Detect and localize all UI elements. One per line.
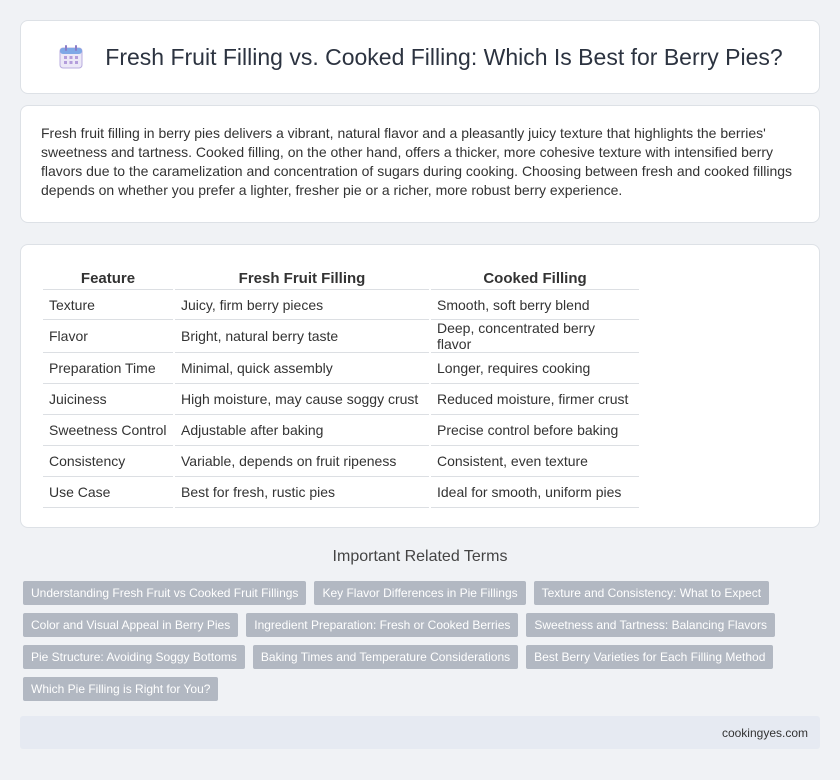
cell-cooked: Deep, concentrated berry flavor — [431, 320, 639, 353]
intro-text: Fresh fruit filling in berry pies delivers a vibrant, natural flavor and a pleasantly juicy texture that highlights the berries' sweetness and tartness. Cooked filling, on the other hand, offers a thicker, more cohesive texture with intensified berry flavors due to the caramelization and concentration of sugars during cooking. Choosing between fresh and cooked fillings depends on whether you prefer a lighter, fresher pie or a richer, more robust berry experience. — [41, 125, 793, 198]
table-row — [43, 384, 639, 415]
table-header-row — [43, 265, 639, 289]
header-feature: Feature — [80, 269, 136, 287]
cell-feature: Flavor — [43, 320, 173, 353]
cell-cooked: Longer, requires cooking — [431, 353, 639, 384]
intro-card — [20, 105, 820, 223]
related-terms-heading: Important Related Terms — [332, 548, 508, 565]
related-term-tag[interactable]: Ingredient Preparation: Fresh or Cooked Berries — [246, 613, 518, 637]
related-term-tag[interactable]: Sweetness and Tartness: Balancing Flavors — [526, 613, 775, 637]
related-term-tag[interactable]: Pie Structure: Avoiding Soggy Bottoms — [23, 645, 245, 669]
cell-feature: Preparation Time — [43, 353, 173, 384]
table-row — [43, 446, 639, 477]
cell-feature: Texture — [43, 289, 173, 320]
cell-feature: Juiciness — [43, 384, 173, 415]
comparison-card — [20, 244, 820, 528]
cell-fresh: Best for fresh, rustic pies — [175, 477, 429, 508]
cell-fresh: Juicy, firm berry pieces — [175, 289, 429, 320]
cell-feature: Use Case — [43, 477, 173, 508]
cell-fresh: Minimal, quick assembly — [175, 353, 429, 384]
page-title: Fresh Fruit Filling vs. Cooked Filling: Which Is Best for Berry Pies? — [105, 43, 783, 70]
header-fresh: Fresh Fruit Filling — [238, 269, 366, 287]
cell-fresh: Variable, depends on fruit ripeness — [175, 446, 429, 477]
footer — [20, 716, 820, 749]
related-term-tag[interactable]: Key Flavor Differences in Pie Fillings — [314, 581, 525, 605]
footer-site-link[interactable]: cookingyes.com — [721, 725, 808, 740]
related-term-tag[interactable]: Texture and Consistency: What to Expect — [534, 581, 769, 605]
related-term-tag[interactable]: Best Berry Varieties for Each Filling Method — [526, 645, 773, 669]
cell-feature: Consistency — [43, 446, 173, 477]
cell-feature: Sweetness Control — [43, 415, 173, 446]
table-row — [43, 320, 639, 353]
cell-cooked: Reduced moisture, firmer crust — [431, 384, 639, 415]
cell-fresh: Adjustable after baking — [175, 415, 429, 446]
related-term-tag[interactable]: Which Pie Filling is Right for You? — [23, 677, 218, 701]
cell-cooked: Precise control before baking — [431, 415, 639, 446]
related-term-tag[interactable]: Baking Times and Temperature Considerations — [253, 645, 518, 669]
related-term-tag[interactable]: Color and Visual Appeal in Berry Pies — [23, 613, 238, 637]
header-cooked: Cooked Filling — [483, 269, 587, 287]
related-term-tag[interactable]: Understanding Fresh Fruit vs Cooked Fruit Fillings — [23, 581, 306, 605]
cell-fresh: High moisture, may cause soggy crust — [175, 384, 429, 415]
cell-fresh: Bright, natural berry taste — [175, 320, 429, 353]
cell-cooked: Consistent, even texture — [431, 446, 639, 477]
table-row — [43, 415, 639, 446]
cell-cooked: Smooth, soft berry blend — [431, 289, 639, 320]
calendar-icon — [57, 43, 85, 71]
cell-cooked: Ideal for smooth, uniform pies — [431, 477, 639, 508]
table-row — [43, 289, 639, 320]
comparison-table — [41, 265, 641, 508]
related-terms-list — [23, 581, 813, 701]
table-row — [43, 477, 639, 508]
table-row — [43, 353, 639, 384]
header-card — [20, 20, 820, 94]
